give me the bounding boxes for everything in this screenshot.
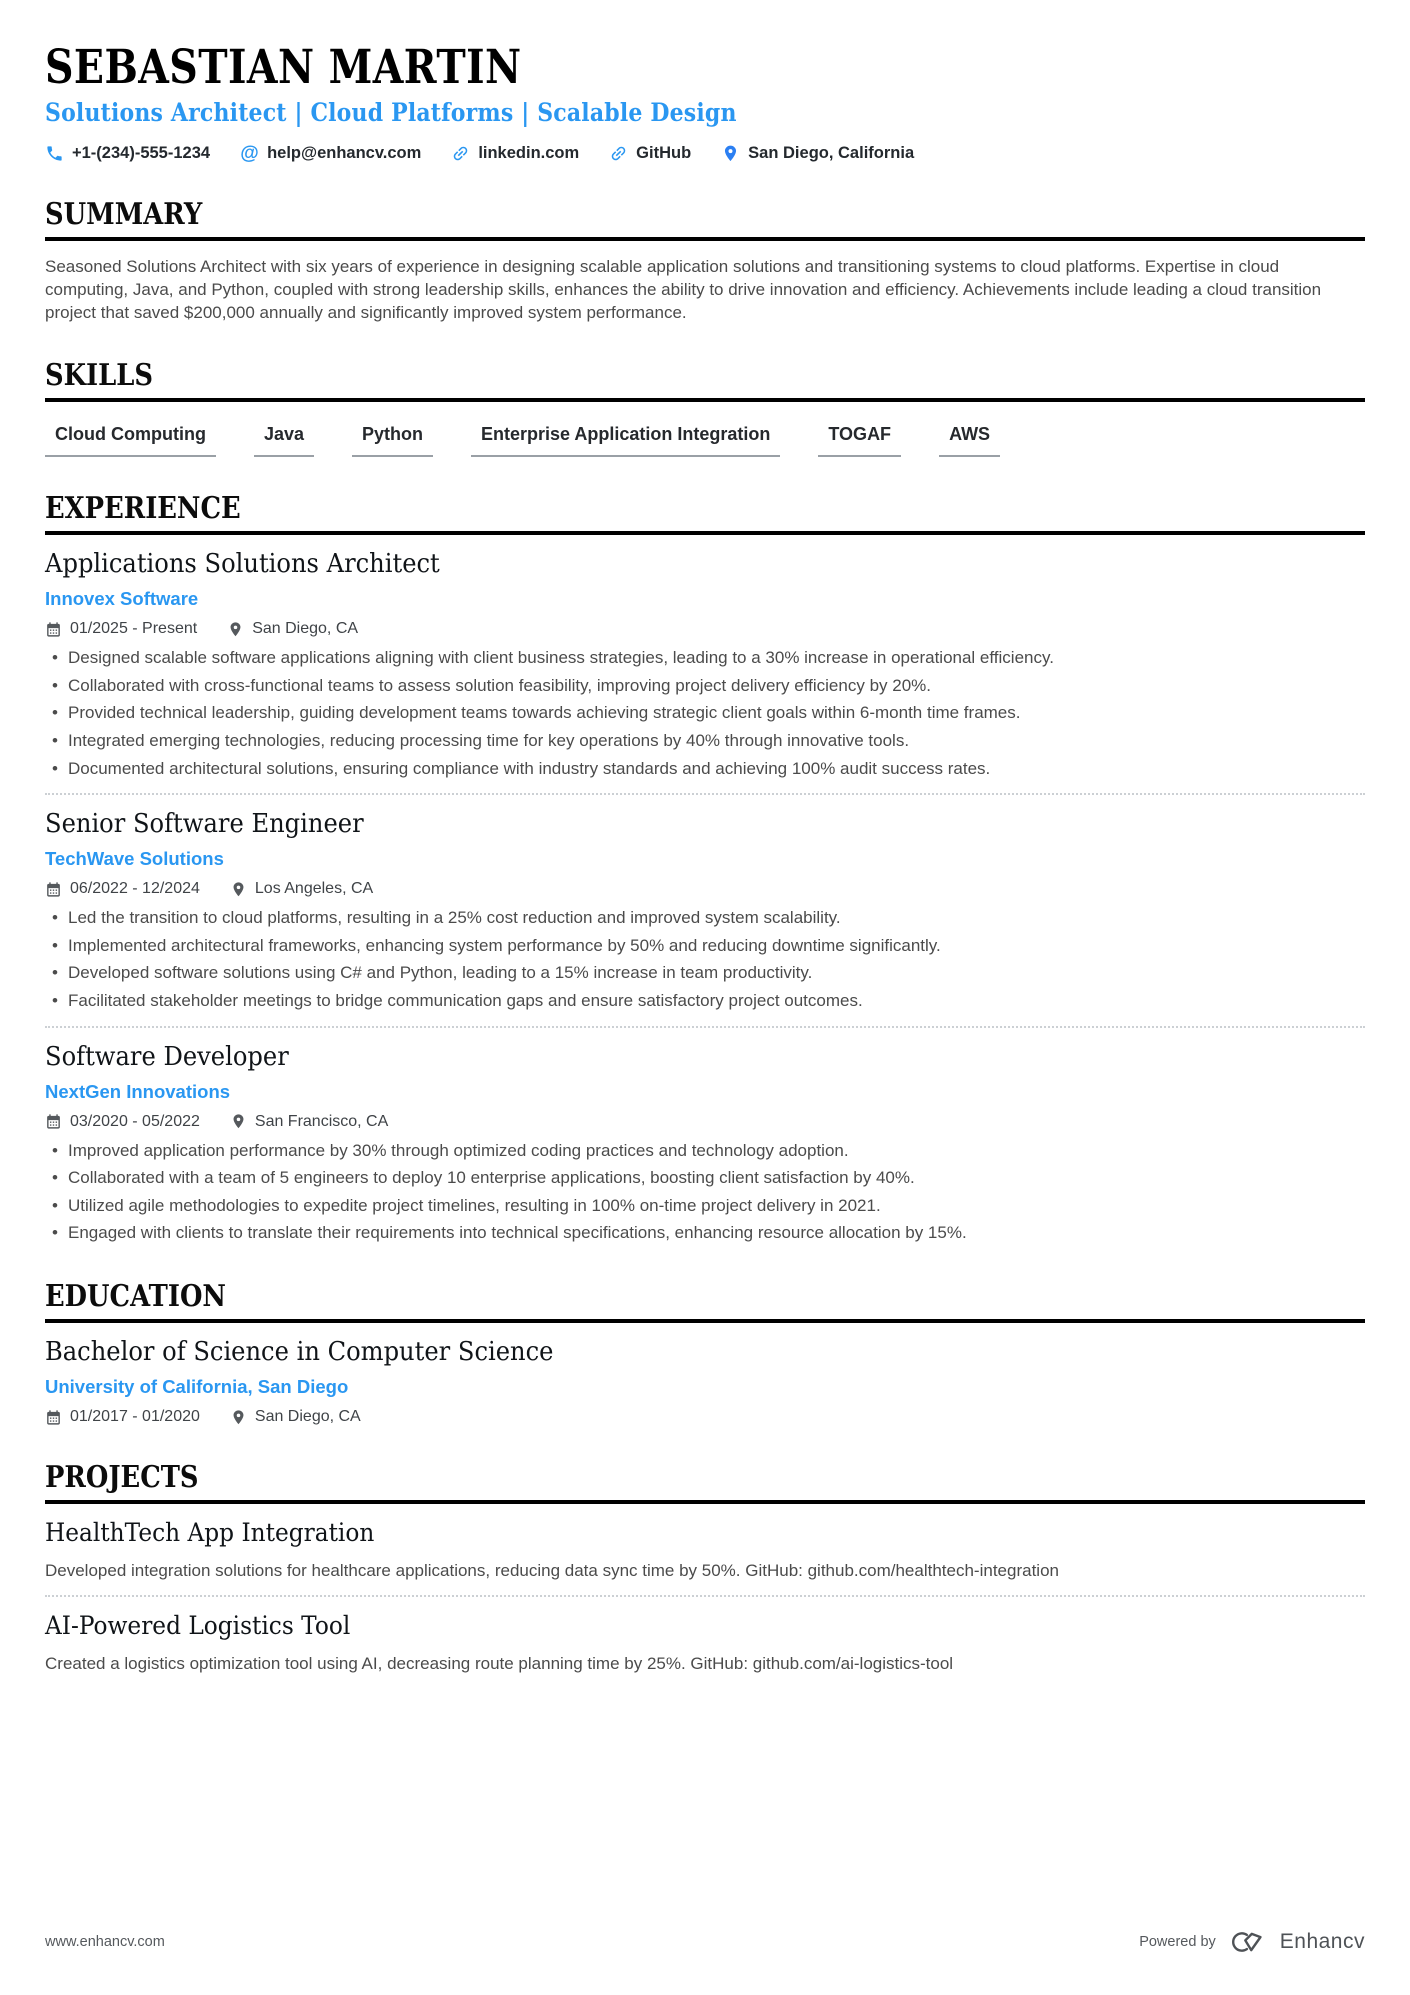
bullet: • Improved application performance by 30% through optimized coding practices and technology adoption. — [45, 1140, 1365, 1163]
job-dates: 01/2025 - Present — [45, 620, 197, 638]
degree-title: Bachelor of Science in Computer Science — [45, 1337, 554, 1367]
project-entry — [45, 1611, 1365, 1675]
job-location: San Diego, CA — [227, 620, 358, 638]
contact-github[interactable] — [609, 144, 691, 163]
calendar-icon — [45, 621, 62, 638]
contact-location — [721, 144, 914, 163]
bullet: • Collaborated with a team of 5 engineers to deploy 10 enterprise applications, boosting client satisfaction by 40%. — [45, 1167, 1365, 1190]
contact-phone-text: +1-(234)-555-1234 — [72, 143, 211, 162]
job-location: Los Angeles, CA — [230, 880, 373, 898]
bullet: • Led the transition to cloud platforms, resulting in a 25% cost reduction and improved system scalability. — [45, 907, 1365, 930]
school-name: University of California, San Diego — [45, 1376, 349, 1397]
projects-heading: PROJECTS — [45, 1460, 199, 1495]
skill-tag: Enterprise Application Integration — [471, 424, 780, 457]
experience-section — [45, 491, 1365, 1245]
project-description: Created a logistics optimization tool using AI, decreasing route planning time by 25%. GitHub: github.com/ai-logistics-tool — [45, 1654, 954, 1674]
skill-tag: Java — [254, 424, 314, 457]
entry-divider — [45, 793, 1365, 795]
skill-tag: Cloud Computing — [45, 424, 216, 457]
phone-icon — [45, 144, 64, 163]
skill-tag: AWS — [939, 424, 1000, 457]
job-title: Software Developer — [45, 1041, 289, 1072]
education-section — [45, 1279, 1365, 1426]
contact-github-text: GitHub — [636, 143, 692, 162]
bullet: • Engaged with clients to translate their requirements into technical specifications, enhancing resource allocation by 15%. — [45, 1222, 1365, 1245]
job-company: TechWave Solutions — [45, 848, 224, 870]
contact-row — [45, 144, 1365, 163]
project-title: AI-Powered Logistics Tool — [45, 1611, 351, 1641]
project-description: Developed integration solutions for healthcare applications, reducing data sync time by 50%. GitHub: github.com/healthtech-integration — [45, 1561, 1059, 1580]
summary-heading: SUMMARY — [45, 196, 203, 232]
bullet: • Utilized agile methodologies to expedite project timelines, resulting in 100% on-time project delivery in 2021. — [45, 1195, 1365, 1218]
calendar-icon — [45, 1113, 62, 1130]
job-title: Senior Software Engineer — [45, 809, 364, 840]
education-dates: 01/2017 - 01/2020 — [45, 1408, 200, 1426]
bullet: • Facilitated stakeholder meetings to bridge communication gaps and ensure satisfactory project outcomes. — [45, 990, 1365, 1013]
bullet: • Developed software solutions using C# and Python, leading to a 15% increase in team productivity. — [45, 962, 1365, 985]
location-icon — [230, 1409, 247, 1426]
job-dates: 03/2020 - 05/2022 — [45, 1113, 200, 1131]
contact-linkedin[interactable] — [451, 144, 579, 163]
candidate-name: SEBASTIAN MARTIN — [45, 40, 522, 95]
powered-by-label: Powered by — [1139, 1934, 1216, 1950]
job-bullets — [45, 1140, 1365, 1245]
experience-entry — [45, 1042, 1365, 1245]
candidate-title: Solutions Architect | Cloud Platforms | Scalable Design — [45, 97, 737, 127]
bullet: • Designed scalable software applications aligning with client business strategies, leading to a 30% increase in operational efficiency. — [45, 647, 1365, 670]
footer-site-link[interactable]: www.enhancv.com — [45, 1934, 165, 1950]
education-entry — [45, 1337, 1365, 1426]
link-icon — [451, 144, 470, 163]
bullet: • Implemented architectural frameworks, enhancing system performance by 50% and reducing downtime significantly. — [45, 935, 1365, 958]
job-dates: 06/2022 - 12/2024 — [45, 880, 200, 898]
link-icon — [609, 144, 628, 163]
calendar-icon — [45, 1409, 62, 1426]
job-title: Applications Solutions Architect — [45, 549, 440, 580]
resume-header — [45, 42, 1365, 163]
at-icon: @ — [240, 142, 259, 164]
job-company: NextGen Innovations — [45, 1080, 231, 1102]
contact-email-text: help@enhancv.com — [267, 143, 422, 162]
entry-divider — [45, 1026, 1365, 1028]
entry-divider — [45, 1595, 1365, 1597]
location-icon — [230, 881, 247, 898]
skills-section — [45, 358, 1365, 457]
skills-heading: SKILLS — [45, 358, 154, 394]
job-company: Innovex Software — [45, 588, 199, 610]
experience-entry — [45, 809, 1365, 1012]
location-icon — [230, 1113, 247, 1130]
skills-row — [45, 424, 1365, 457]
education-location: San Diego, CA — [230, 1408, 361, 1426]
enhancv-wordmark[interactable]: Enhancv — [1279, 1930, 1365, 1953]
job-bullets — [45, 907, 1365, 1012]
page-footer — [45, 1929, 1365, 1955]
projects-section — [45, 1460, 1365, 1675]
contact-location-text: San Diego, California — [748, 143, 915, 162]
contact-email[interactable] — [240, 144, 421, 163]
experience-entry — [45, 549, 1365, 780]
bullet: • Provided technical leadership, guiding development teams towards achieving strategic client goals within 6-month time frames. — [45, 702, 1365, 725]
skill-tag: Python — [352, 424, 433, 457]
location-icon — [721, 144, 740, 163]
bullet: • Integrated emerging technologies, reducing processing time for key operations by 40% through innovative tools. — [45, 730, 1365, 753]
project-entry — [45, 1518, 1365, 1582]
job-bullets — [45, 647, 1365, 780]
calendar-icon — [45, 881, 62, 898]
summary-section — [45, 197, 1365, 324]
enhancv-logo-icon[interactable] — [1228, 1929, 1268, 1955]
job-location: San Francisco, CA — [230, 1113, 388, 1131]
experience-heading: EXPERIENCE — [45, 491, 241, 527]
location-icon — [227, 621, 244, 638]
project-title: HealthTech App Integration — [45, 1518, 375, 1547]
education-heading: EDUCATION — [45, 1279, 227, 1314]
contact-phone[interactable] — [45, 144, 210, 163]
bullet: • Documented architectural solutions, ensuring compliance with industry standards and achieving 100% audit success rates. — [45, 758, 1365, 781]
contact-linkedin-text: linkedin.com — [478, 143, 580, 162]
summary-text: Seasoned Solutions Architect with six years of experience in designing scalable application solutions and transitioning systems to cloud platforms. Expertise in cloud computing, Java, and Python, coupled with strong leadership skills, enhances the ability to drive innovation and efficiency. Achievements include leading a cloud transition project that saved $200,000 annually and significantly improved system performance. — [45, 256, 1322, 322]
skill-tag: TOGAF — [818, 424, 901, 457]
bullet: • Collaborated with cross-functional teams to assess solution feasibility, improving project delivery efficiency by 20%. — [45, 675, 1365, 698]
